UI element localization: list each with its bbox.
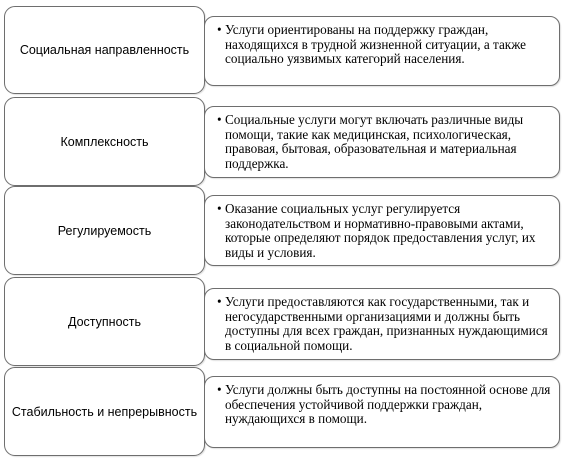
principle-label: Комплексность: [60, 134, 149, 149]
principle-label-box: [4, 6, 205, 94]
principle-label: Регулируемость: [57, 223, 152, 238]
description-bullet-item: [217, 22, 551, 67]
description-bullet-item: [217, 382, 551, 427]
principle-description: Услуги предоставляются как государственными, так и негосударственными организациями и должны быть доступны для всех граждан, признанных нуждающимися в социальной помощи.: [225, 294, 548, 353]
principle-description: Оказание социальных услуг регулируется законодательством и нормативно-правовыми актами, которые определяют порядок предоставления услуг, их виды и условия.: [225, 201, 536, 260]
principle-description-box: [204, 288, 560, 360]
principle-description: Услуги должны быть доступны на постоянной основе для обеспечения устойчивой поддержки граждан, нуждающихся в помощи.: [225, 382, 551, 427]
principle-label-box: [4, 277, 205, 366]
principle-description-box: [204, 16, 560, 86]
principle-label: Стабильность и непрерывность: [11, 404, 198, 419]
principle-description: Услуги ориентированы на поддержку граждан, находящихся в трудной жизненной ситуации, а также социально уязвимых категорий населения.: [225, 22, 526, 67]
principle-description-box: [204, 195, 560, 266]
principle-description-box: [204, 376, 560, 448]
principle-label: Социальная направленность: [19, 43, 190, 57]
principle-label: Доступность: [67, 314, 142, 329]
principle-label-box: [4, 97, 205, 186]
bullet-icon: •: [217, 22, 222, 37]
principle-description: Социальные услуги могут включать различные виды помощи, такие как медицинская, психологическая, правовая, бытовая, образовательная и материальная поддержка.: [225, 112, 524, 171]
principle-description-box: [204, 106, 560, 178]
description-bullet-item: [217, 112, 551, 171]
bullet-icon: •: [217, 112, 222, 127]
bullet-icon: •: [217, 294, 222, 309]
description-bullet-item: [217, 294, 551, 353]
bullet-icon: •: [217, 382, 222, 397]
description-bullet-item: [217, 201, 551, 260]
bullet-icon: •: [217, 201, 222, 216]
principle-label-box: [4, 186, 205, 275]
principle-label-box: [4, 367, 205, 456]
